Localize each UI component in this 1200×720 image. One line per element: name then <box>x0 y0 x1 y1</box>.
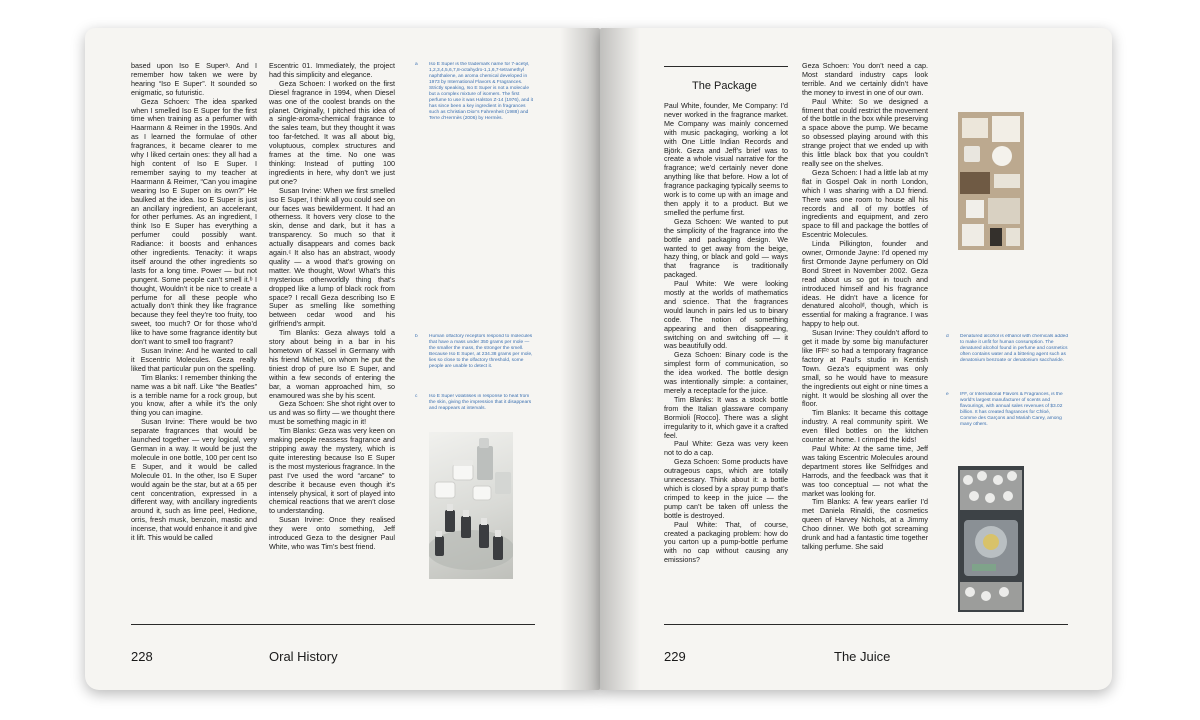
footnote-b: b Human olfactory receptors respond to molecules that have a mass under 350 grams per mole — the smaller the mass, the stronger the smell. Because Iso E Super, at 234.38 grams per mole, lies so close to the olfactory threshold, some people are unable to detect it. <box>415 334 533 369</box>
left-page <box>85 28 600 690</box>
left-column-2 <box>269 62 395 614</box>
photo-bottles <box>429 432 513 579</box>
footer-rule <box>131 624 535 625</box>
body-paragraph: Geza Schoen: I worked on the first Diesel fragrance in 1994, when Diesel was one of the coolest brands on the planet. Originally, I pitched this idea of a single-aroma-chemical fragrance to the sales team, but they thought it was too far-fetched. It was all about big, voluptuous, complex structures and frames at the time. No one was thinking: Instead of putting 100 ingredients in here, why don’t we just put one? <box>269 78 395 186</box>
gutter-shadow <box>600 28 640 690</box>
body-paragraph: Tim Blanks: A few years earlier I’d met Daniela Rinaldi, the cosmetics queen of Harvey Nichols, at a Jimmy Choo dinner. We both got screaming drunk and had a fantastic time together talking perfume. She said <box>802 497 928 551</box>
body-paragraph: Susan Irvine: They couldn’t afford to get it made by some big manufacturer like IFFᵉ so had a temporary fragrance factory at Paul’s studio in Kentish Town. Geza’s equipment was only small, so he would have to measure the ingredients out eight or nine times a night. It would be sloshing all over the floor. <box>802 328 928 409</box>
body-paragraph: based upon Iso E Superᵃ. And I remember how taken we were by hearing “Iso E Super”. It sounded so enigmatic, so futuristic. <box>131 62 257 97</box>
body-paragraph: Tim Blanks: Geza was very keen on making people reassess fragrance and stripping away the mystery, which is quite interesting because Iso E Super is the most mysterious fragrance. In the past I’ve used the word “arcane” to describe it because even though it’s intensely physical, it sort of played into chemical reactions that we aren’t close to understanding. <box>269 426 395 516</box>
body-paragraph: Susan Irvine: There would be two separate fragrances that would be launched together — very logical, very German in a way. It would be just the molecule in one bottle, 100 per cent Iso E Super, and it would be called Molecule 01. In the other, Iso E Super would again be the star, but at a 65 per cent concentration, expressed in a different way, with ancillary ingredients around it, such as lime peel, Hedione, orris, fresh musk, benzoin, mastic and incense, that would enhance it and give it lift. This would be called <box>131 417 257 543</box>
body-paragraph: Susan Irvine: And he wanted to call it Escentric Molecules. Geza really liked that particular pun on the spelling. <box>131 346 257 373</box>
photo-workbench <box>958 112 1024 250</box>
left-column-1 <box>131 62 257 614</box>
body-paragraph: Paul White: At the same time, Jeff was taking Escentric Molecules around department stores like Selfridges and Harrods, and the feedback was that it was too conceptual — not what the market was looking for. <box>802 443 928 498</box>
body-paragraph: Geza Schoen: The idea sparked when I smelled Iso E Super for the first time when training as a perfumer with Haarmann & Reimer in the 1990s. And as I learned the formulae of other fragrances, it became clearer to me why I liked certain ones: they all had a high content of Iso E Super. I remember saying to my teacher at Haarmann & Reimer, “Can you imagine wearing Iso E Super on its own?” He baulked at the idea. Iso E Super is just an ancillary ingredient, an accelerant, for other perfumes. As an ingredient, I think Iso E Super has everything a perfumer could possibly want. Radiance: it boosts and enhances other ingredients. Tenacity: it wraps itself around the other ingredients so lasts for a long time. Power — but not pungent. Some people can’t smell it.ᵇ I thought, Wouldn’t it be nice to create a perfume for all these people who actually don’t think they like fragrance because they feel they’re too fruity, too sweet, too much? Or for those who’d like to have some fragrance identity but don’t want to smell too fragrant? <box>131 96 257 347</box>
right-column-1 <box>664 102 788 616</box>
workbench-illustration <box>958 112 1024 250</box>
body-paragraph: Geza Schoen: She shot right over to us and was so flirty — we thought there must be something magic in it! <box>269 399 395 427</box>
photo-scale <box>958 466 1024 612</box>
heading-rule <box>664 66 788 67</box>
body-paragraph: Susan Irvine: When we first smelled Iso E Super, I think all you could see on our faces was bewilderment. It had an otherness. It hovers very close to the skin, dense and dark, but it has a transparency. So much so that it actually disappears and comes back again.ᶜ It also has an abstract, woody quality — a wood that’s growing on matter. We thought, Wow! What’s this mysterious otherworldly thing that’s dropped like a lump of black rock from space? I recall Geza describing Iso E Super as smelling like something between cedar wood and his girlfriend’s armpit. <box>269 185 395 329</box>
footnote-e: e IFF, or International Flavors & Fragrances, is the world’s largest manufacturer of scents and flavourings, with annual sales revenues of $3.02 billion. It has created fragrances for Chloé, Comme des Garçons and Mariah Carey, among many others. <box>946 392 1063 427</box>
body-paragraph: Tim Blanks: Geza always told a story about being in a bar in his hometown of Kassel in Germany with his friend Michel, on whom he put the tiniest drop of pure Iso E Super, and within a few seconds of entering the bar, a woman approached him, so enamoured was she by his scent. <box>269 328 395 400</box>
running-title: The Juice <box>834 649 891 664</box>
section-heading: The Package <box>692 80 757 92</box>
body-paragraph: Paul White: Geza was very keen not to do a cap. <box>664 439 788 458</box>
body-paragraph: Geza Schoen: We wanted to put the simplicity of the fragrance into the bottle and packaging design. We wanted to get away from the beige, hazy thing, or black and gold — ways that fragrance is traditionally packaged. <box>664 216 788 280</box>
body-paragraph: Geza Schoen: I had a little lab at my flat in Gospel Oak in north London, which I was sharing with a DJ friend. There was one room to house all his records and all of my bottles of ingredients and equipment, and zero space to fill and package the bottles of Escentric Molecules. <box>802 167 928 240</box>
body-paragraph: Tim Blanks: It became this cottage industry. A real community spirit. We even filled bottles on the kitchen counter at home. I crimped the kids! <box>802 408 928 445</box>
page-number: 229 <box>664 649 686 664</box>
footnote-c: c Iso E Super volatilises in response to heat from the skin, giving the impression that it disappears and reappears at intervals. <box>415 394 532 411</box>
body-paragraph: Tim Blanks: It was a stock bottle from the Italian glassware company Bormioli [Rocco]. There was a slight irregularity to it, which gave it a crafted feel. <box>664 394 788 440</box>
body-paragraph: Susan Irvine: Once they realised they were onto something, Jeff introduced Geza to the designer Paul White, who was Tim’s best friend. <box>269 515 395 551</box>
footnote-d: d Denatured alcohol is ethanol with chemicals added to make it unfit for human consumption. The denatured alcohol found in perfume and cosmetics often contains water and a bittering agent such as denatonium benzoate or denatonium saccharide. <box>946 334 1068 363</box>
footnote-a: a Iso E Super is the trademark name for 7-acetyl, 1,2,3,4,5,6,7,8-octahydro-1,1,6,7-tetramethyl naphthalene, an aroma chemical developed in 1973 by International Flavors & Fragrances. Strictly speaking, Iso E Super is not a molecule but a complex mixture of isomers. The first perfume to use it was Halston Z-14 (1976), and it has since been a key ingredient in fragrances such as Christian Dior’s Fahrenheit (1988) and Terre d’Hermès (2006) by Hermès. <box>415 62 533 121</box>
body-paragraph: Paul White: That, of course, created a packaging problem: how do you carton up a pump-bottle perfume with no cap without causing any emissions? <box>664 519 788 565</box>
bottles-illustration <box>429 432 513 579</box>
body-paragraph: Paul White: So we designed a fitment that could restrict the movement of the bottle in the box while preserving a space above the pump. We became so obsessed playing around with this strange project that we ended up with this little black box that you couldn’t really see on the shelves. <box>802 96 928 168</box>
scale-illustration <box>958 466 1024 612</box>
footer-rule <box>664 624 1068 625</box>
body-paragraph: Tim Blanks: I remember thinking the name was a bit naff. Like “the Beatles” is a terrible name for a rock group, but you know, after a while it’s the only thing you can imagine. <box>131 372 257 418</box>
body-paragraph: Escentric 01. Immediately, the project had this simplicity and elegance. <box>269 62 395 79</box>
page-number: 228 <box>131 649 153 664</box>
body-paragraph: Linda Pilkington, founder and owner, Ormonde Jayne: I’d opened my first Ormonde Jayne perfumery on Old Bond Street in November 2002. Geza read about us so got in touch and introduced himself and his fragrance ideas. He didn’t have a licence for denatured alcoholᵈ, though, which is essential for making a fragrance. I was happy to help out. <box>802 239 928 329</box>
running-title: Oral History <box>269 649 338 664</box>
gutter-shadow <box>560 28 600 690</box>
right-column-2 <box>802 62 928 616</box>
body-paragraph: Geza Schoen: You don’t need a cap. Most standard industry caps look terrible. And we certainly didn’t have the money to invest in one of our own. <box>802 62 928 97</box>
body-paragraph: Geza Schoen: Some products have outrageous caps, which are totally unnecessary. Think about it: a bottle which is closed by a spray pump that’s crimped to keep in the juice — the pump can’t be taken off unless the bottle is destroyed. <box>664 457 788 520</box>
right-page <box>600 28 1112 690</box>
body-paragraph: Paul White, founder, Me Company: I’d never worked in the fragrance market. Me Company was mainly concerned with music packaging, working a lot with One Little Indian Records and Björk. Geza and Jeff’s brief was to create a whole visual narrative for the fragrance; we’d certainly never done anything like that before. How a lot of fragrance packaging typically seems to work is to come up with an image and then apply it to a product. But we smelled the perfume first. <box>664 102 788 217</box>
body-paragraph: Geza Schoen: Binary code is the simplest form of communication, so the idea worked. The bottle design was intentionally simple: a container, merely a receptacle for the juice. <box>664 350 788 395</box>
body-paragraph: Paul White: We were looking mostly at the worlds of mathematics and science. That the fragrances would launch in pairs led us to binary code. The notion of something appearing and then disappearing, switching on and switching off — it was beautifully odd. <box>664 279 788 351</box>
